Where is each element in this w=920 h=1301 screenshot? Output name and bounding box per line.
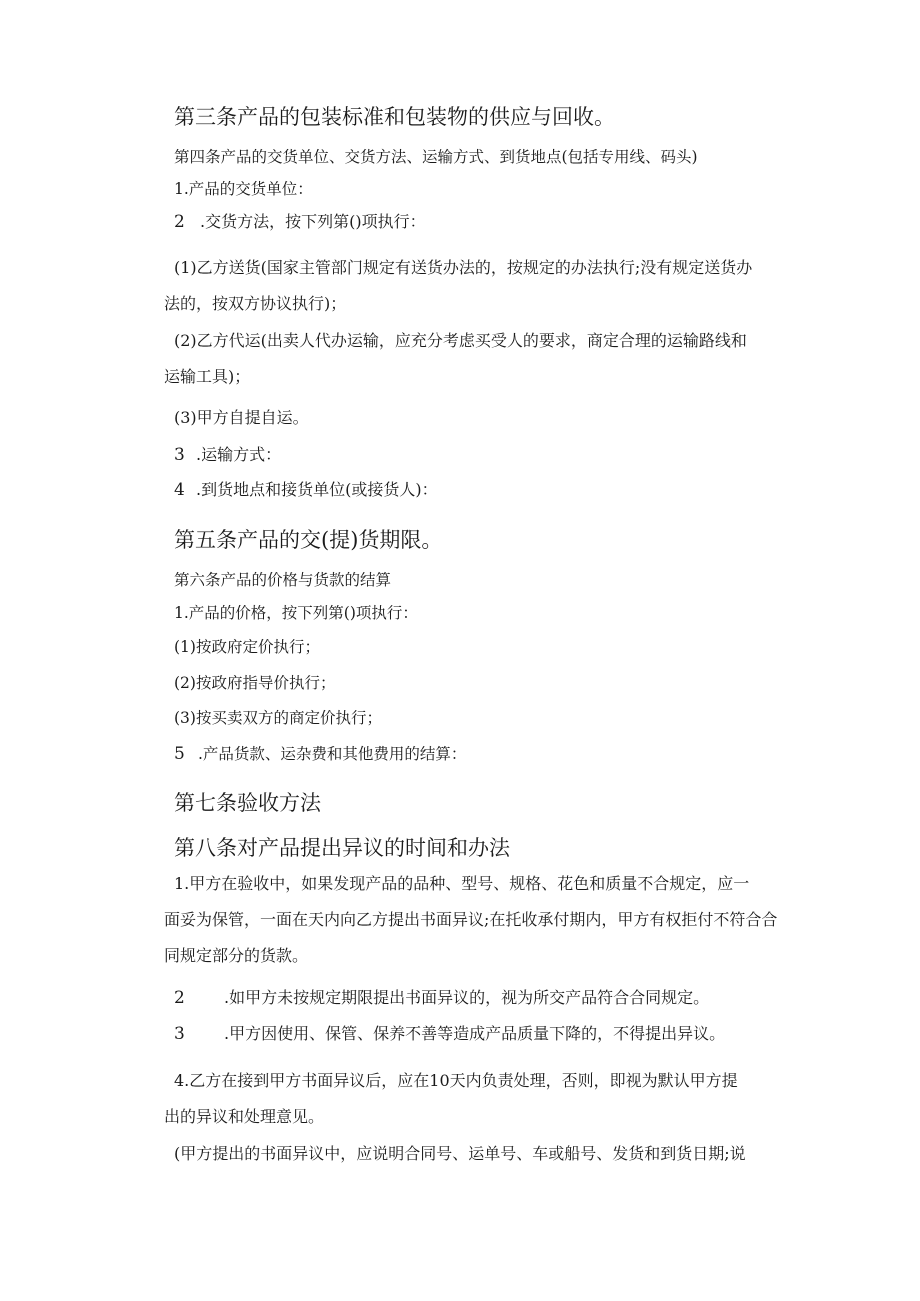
item-text: .交货方法，按下列第()项执行： — [200, 212, 426, 231]
article-8-item-2 — [174, 990, 709, 1007]
item-text: .甲方因使用、保管、保养不善等造成产品质量下降的，不得提出异议。 — [224, 1024, 726, 1043]
article-8-item-4-line-2: 出的异议和处理意见。 — [164, 1107, 325, 1126]
item-number: 2 — [174, 212, 185, 232]
article-4-item-2-option-1-line-1: (1)乙方送货(国家主管部门规定有送货办法的，按规定的办法执行;没有规定送货办 — [174, 258, 753, 277]
article-4-heading: 第四条产品的交货单位、交货方法、运输方式、到货地点(包括专用线、码头) — [174, 148, 698, 166]
article-8-item-3 — [174, 1026, 725, 1043]
article-8-item-1-line-3: 同规定部分的货款。 — [164, 946, 309, 965]
item-text: .运输方式： — [196, 445, 282, 464]
article-6-item-5 — [174, 746, 466, 763]
item-number: 3 — [174, 445, 185, 465]
article-8-item-4-line-1: 4.乙方在接到甲方书面异议后，应在10天内负责处理，否则，即视为默认甲方提 — [174, 1071, 738, 1090]
article-4-item-2-option-3: (3)甲方自提自运。 — [174, 408, 309, 427]
item-text: .到货地点和接货单位(或接货人)： — [196, 480, 438, 499]
article-4-item-2-option-2-line-2: 运输工具)； — [164, 367, 251, 386]
item-text: .产品货款、运杂费和其他费用的结算： — [198, 745, 467, 763]
article-6-heading: 第六条产品的价格与货款的结算 — [174, 571, 392, 589]
item-number: 3 — [174, 1024, 185, 1044]
article-8-item-1-line-2: 面妥为保管，一面在天内向乙方提出书面异议;在托收承付期内，甲方有权拒付不符合合 — [164, 910, 778, 929]
item-number: 2 — [174, 988, 185, 1008]
article-4-item-2-option-2-line-1: (2)乙方代运(出卖人代办运输，应充分考虑买受人的要求，商定合理的运输路线和 — [174, 331, 747, 350]
article-4-item-1: 1.产品的交货单位： — [174, 180, 313, 198]
article-7-heading: 第七条验收方法 — [174, 791, 321, 815]
article-6-item-1-option-1: (1)按政府定价执行； — [174, 638, 320, 656]
article-4-item-3 — [174, 447, 281, 464]
item-number: 5 — [174, 744, 185, 764]
article-6-item-1: 1.产品的价格，按下列第()项执行： — [174, 604, 418, 622]
article-8-heading: 第八条对产品提出异议的时间和办法 — [174, 836, 510, 860]
article-4-item-4 — [174, 482, 438, 499]
article-8-item-1-line-1: 1.甲方在验收中，如果发现产品的品种、型号、规格、花色和质量不合规定，应一 — [174, 874, 750, 893]
article-4-item-2 — [174, 214, 426, 231]
article-8-note: (甲方提出的书面异议中，应说明合同号、运单号、车或船号、发货和到货日期;说 — [174, 1144, 746, 1163]
article-6-item-1-option-3: (3)按买卖双方的商定价执行； — [174, 709, 382, 727]
article-6-item-1-option-2: (2)按政府指导价执行； — [174, 674, 336, 692]
article-3-heading: 第三条产品的包装标准和包装物的供应与回收。 — [174, 105, 615, 129]
article-4-item-2-option-1-line-2: 法的，按双方协议执行)； — [164, 294, 347, 313]
item-text: .如甲方未按规定期限提出书面异议的，视为所交产品符合合同规定。 — [224, 988, 710, 1007]
item-number: 4 — [174, 480, 185, 500]
article-5-heading: 第五条产品的交(提)货期限。 — [174, 528, 443, 552]
